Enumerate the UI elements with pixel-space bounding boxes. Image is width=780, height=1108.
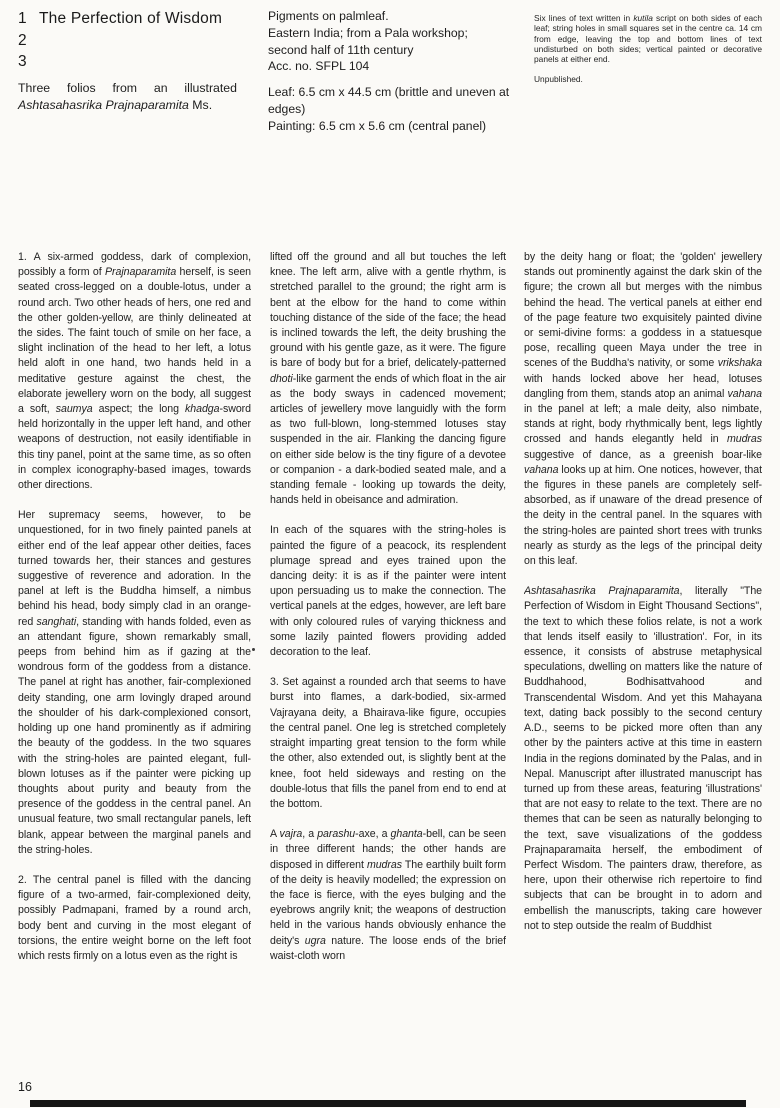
text-column-3 [524, 250, 762, 1066]
text-column-1 [18, 250, 251, 1066]
paragraph: Ashtasahasrika Prajnaparamita, literally "The Perfection of Wisdom in Eight Thousand Sections", the text to which these folios relate, is not a work that lends itself easily to 'illustration'. For, in its essence, it consists of abstruse metaphysical speculations, dwelling on matters like the nature of Buddhahood, Bodhisattvahood and Transcendental Wisdom. And yet this Mahayana text, dating back possibly to the second century A.D., seems to be picked more often than any other by the painters active at this time in eastern India in the regions dominated by the Palas, and in Nepal. Manuscript after illustrated manuscript has turned up from these areas, featuring 'illustrations' that are not easy to relate to the text. There are no themes that can be seen as naturally belonging to the text, save visualizations of the goddess Prajnaparamaita herself, the embodiment of Perfect Wisdom. The painters draw, therefore, as here, upon their otherwise rich repertoire to find subjects that can be brought in to adorn and embellish the manuscripts, taking care however not to step outside the realm of Buddhist [524, 585, 762, 932]
paragraph: 3. Set against a rounded arch that seems to have burst into flames, a dark-bodied, six-armed Vajrayana deity, a Bhairava-like figure, occupies the central panel. One leg is stretched completely straight imparting great tension to the form while the other, also extended out, is slightly bent at the knee, foot held sideways and resting on the double-lotus that fills the panel from end to end at the bottom. [270, 676, 506, 810]
codicology-section [534, 13, 762, 85]
entry-title [39, 30, 260, 52]
entry-row-1 [18, 8, 260, 30]
entry-row-3 [18, 51, 260, 73]
page-number: 16 [18, 1080, 32, 1094]
paragraph: by the deity hang or float; the 'golden' jewellery stands out prominently against the dark skin of the figure; the crown all but merges with the nimbus behind the head. The vertical panels at either end of the page feature two exquisitely painted divine or semi-divine forms: a goddess in a statuesque pose, recalling queen Maya under the tree in scenes of the Buddha's nativity, or some vrikshaka with hands locked above her head, lotuses dangling from them, stands atop an animal vahana in the panel at left; a male deity, also nimbate, stands at right, body rhythmically bent, legs lightly crossed and hands elegantly held in mudras suggestive of dance, as a greenish boar-like vahana looks up at him. One notices, however, that the figures in these panels are completely self-absorbed, as if unaware of the dread presence of the deity in the central panel. In the squares with the string-holes are painted short trees with trunks nearly as sturdy as the legs of the principal deity on this leaf. [524, 251, 762, 568]
dimensions [268, 84, 516, 134]
paragraph: lifted off the ground and all but touches the left knee. The left arm, alive with a gentle rhythm, is stretched parallel to the ground; the right arm is bent at the elbow for the hand to come within touching distance of the side of the face; the head is inclined towards the left, the deity brushing the ground with his gentle gaze, as it were. The figure is bare of body but for a brief, delicately-patterned dhoti-like garment the ends of which float in the air as the body sways in cadenced movement; articles of jewellery move languidly with the form as two full-blown, long-stemmed lotuses stay suspended in the air. Flanking the dancing figure on either side below is the tiny figure of a devotee or companion - a dark-bodied seated male, and a standing female - looking up towards the deity, hands held in obeisance and admiration. [270, 251, 506, 507]
entry-row-2 [18, 30, 260, 52]
paragraph: Her supremacy seems, however, to be unquestioned, for in two finely painted panels at either end of the leaf appear other deities, faces turned towards her, their stances and gestures suggestive of reverence and adoration. In the panel at left is the Buddha himself, a nimbus behind his head, body simply clad in an orange-red sanghati, standing with hands folded, even as an attendant figure, shown remarkably small, peeps from behind him as if gazing at the wondrous form of the goddess from a distance. The panel at right has another, fair-complexioned deity standing, one arm lovingly draped around the shoulder of his dark-complexioned consort, holding up one hand prominently as if admiring the beauty of the goddess. In the two squares with the string-holes are painted elegant, full-blown lotuses as if the painter were picking up thoughts about purity and beauty from the presence of the goddess in the central panel. An unusual feature, two small rectangular panels, left blank, appear between the marginal panels and the string-holes. [18, 509, 251, 856]
codicology-note: Six lines of text written in kutila script on both sides of each leaf; string holes in small squares set in the centre ca. 14 cm from edge, leaving the top and bottom lines of text undisturbed on both sides; vertical painted or decorative panels at either end. [534, 13, 762, 65]
medium-line: Pigments on palmleaf. [268, 9, 389, 23]
origin-line: Eastern India; from a Pala workshop; [268, 25, 468, 40]
object-details [268, 8, 516, 135]
entry-number: 3 [18, 53, 27, 70]
leaf-dimensions: Leaf: 6.5 cm x 44.5 cm (brittle and uneven at edges) [268, 85, 510, 116]
page-title: The Perfection of Wisdom [39, 10, 223, 27]
entry-number-list [18, 8, 260, 73]
entry-number: 2 [18, 31, 27, 49]
accession-number: Acc. no. SFPL 104 [268, 59, 370, 74]
paragraph: 1. A six-armed goddess, dark of complexion, possibly a form of Prajnaparamita herself, is seen seated cross-legged on a double-lotus, under a round arch. Two other heads of hers, one red and the other golden-yellow, are thinly delineated at the sides. The faint touch of smile on her face, a slight inclination of the head to her left, a lotus held aloft in one hand, two hands held in a meditative gesture against the chest, the elaborate jewellery worn on the body, all suggest a soft, saumya aspect; the long khadga-sword held horizontally in the upper left hand, and other weapons of destruction, not easily identifiable in this tiny panel, point at the same time, as so often in complex iconography-based images, towards other directions. [18, 251, 251, 492]
painting-dimensions: Painting: 6.5 cm x 5.6 cm (central panel) [268, 118, 487, 133]
text-column-2 [270, 250, 506, 1066]
scan-edge-bar [30, 1100, 746, 1107]
footnote-mark [252, 648, 255, 651]
entry-title [39, 51, 260, 73]
paragraph: In each of the squares with the string-holes is painted the figure of a peacock, its resplendent plumage spread and eyes trained upon the dancing deity: it is as if the painter were intent upon persuading us to make the connection. The vertical panels at the edges, however, are left bare with only coloured rules of varying thickness and some lazily painted flowers providing added decoration to the leaf. [270, 524, 506, 659]
publication-status: Unpublished. [534, 74, 583, 85]
entry-subtitle: Three folios from an illustrated Ashtasahasrika Prajnaparamita Ms. [18, 81, 237, 112]
date-line: second half of 11th century [268, 42, 414, 57]
paragraph: 2. The central panel is filled with the dancing figure of a two-armed, fair-complexioned deity, possibly Padmapani, framed by a round arch, body bent and curving in the most elegant of torsions, the entire weight borne on the left foot which rests firmly on a lotus even as the right is [18, 873, 251, 962]
paragraph: A vajra, a parashu-axe, a ghanta-bell, can be seen in three different hands; the other hands are disposed in different mudras The earthily built form of the deity is heavily modelled; the expression on the face is fierce, with the eyes bulging and the eyebrows angrily knit; the weapons of destruction held in the various hands obviously enhance the deity's ugra nature. The loose ends of the brief waist-cloth worn [270, 828, 506, 962]
entry-number: 1 [18, 10, 27, 27]
